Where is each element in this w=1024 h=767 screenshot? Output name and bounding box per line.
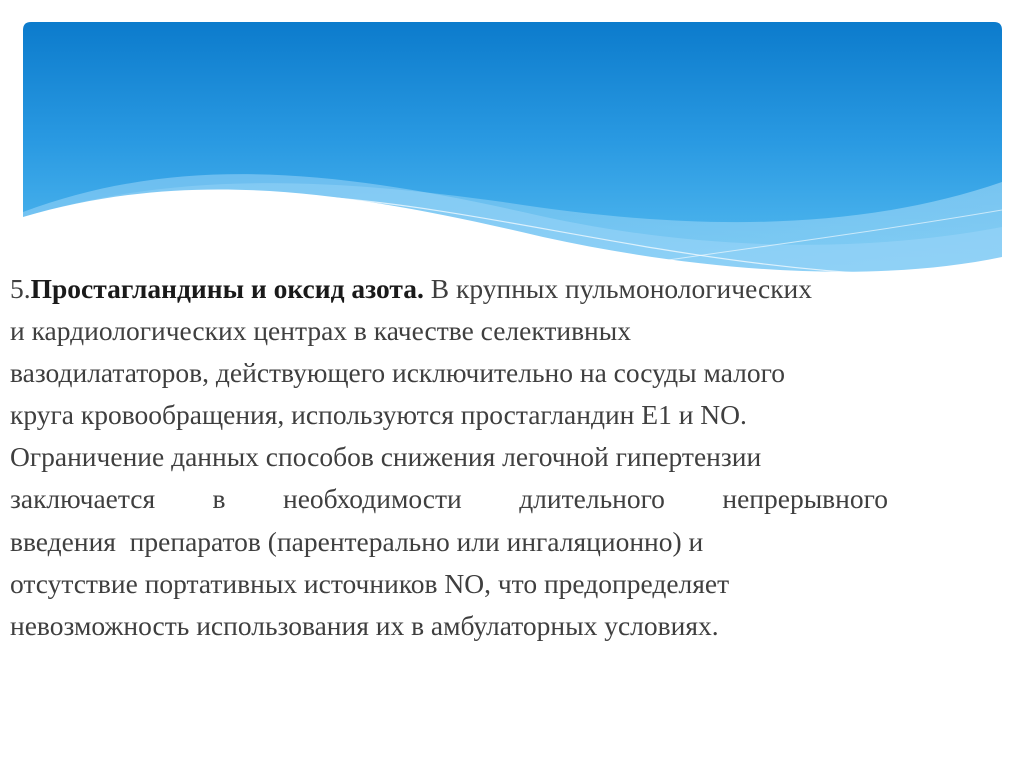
paragraph-lead: Простагландины и оксид азота.	[30, 273, 424, 304]
line-6-word: непрерывного	[722, 483, 888, 515]
text-line-1	[10, 268, 1015, 310]
line-6-word: заключается	[10, 483, 156, 515]
line-6-word: длительного	[519, 483, 665, 515]
line-6-word: в	[212, 483, 226, 515]
text-line-3: вазодилататоров, действующего исключительно на сосуды малого	[10, 357, 785, 389]
paragraph-number: 5.	[10, 273, 31, 304]
text-line-2: и кардиологических центрах в качестве селективных	[10, 315, 631, 347]
text-line-8: отсутствие портативных источников NO, что предопределяет	[10, 567, 730, 599]
header-banner	[23, 22, 1002, 292]
text-line-7: введения препаратов (парентерально или ингаляционно) и	[10, 525, 704, 557]
text-line-6	[10, 478, 888, 520]
slide-body-text	[10, 268, 1015, 647]
line-6-word: необходимости	[282, 483, 462, 515]
text-line-4: круга кровообращения, используются простагландин Е1 и NO.	[10, 399, 747, 431]
header-wave-graphic	[23, 22, 1002, 292]
text-line-9: невозможность использования их в амбулаторных условиях.	[10, 609, 719, 641]
text-line-5: Ограничение данных способов снижения легочной гипертензии	[10, 441, 762, 473]
line-1-rest: В крупных пульмонологических	[423, 273, 813, 304]
